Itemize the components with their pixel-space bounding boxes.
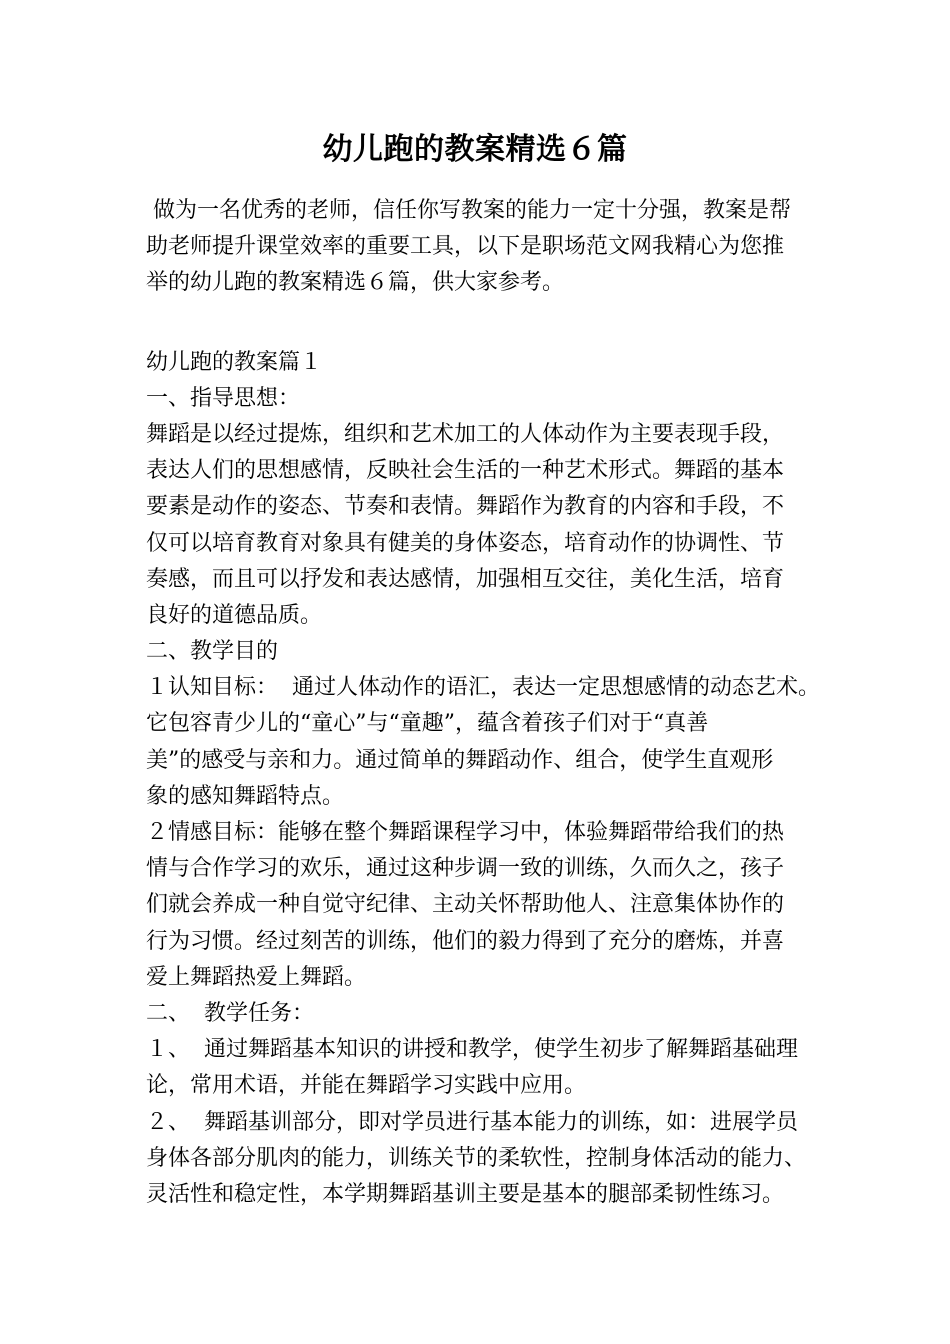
paragraph-line: 美”的感受与亲和力。通过简单的舞蹈动作、组合，使学生直观形: [146, 747, 774, 773]
paragraph-line: １认知目标： 通过人体动作的语汇，表达一定思想感情的动态艺术。: [146, 675, 820, 701]
section-heading: 幼儿跑的教案篇１: [146, 349, 323, 375]
paragraph-line: 灵活性和稳定性，本学期舞蹈基训主要是基本的腿部柔韧性练习。: [146, 1181, 785, 1207]
paragraph-line: ２情感目标：能够在整个舞蹈课程学习中，体验舞蹈带给我们的热: [146, 820, 785, 845]
paragraph-line: 奏感，而且可以抒发和表达感情，加强相互交往，美化生活，培育: [146, 566, 785, 592]
document-title: 幼儿跑的教案精选６篇: [322, 132, 628, 167]
paragraph-line: 舞蹈是以经过提炼，组织和艺术加工的人体动作为主要表现手段，: [146, 421, 785, 447]
sub-heading: 二、 教学任务：: [146, 1000, 314, 1026]
paragraph-line: 爱上舞蹈热爱上舞蹈。: [146, 964, 367, 990]
paragraph-line: 行为习惯。经过刻苦的训练，他们的毅力得到了充分的磨炼，并喜: [146, 928, 785, 954]
paragraph-line: ２、 舞蹈基训部分，即对学员进行基本能力的训练，如：进展学员: [146, 1109, 798, 1135]
paragraph-line: 仅可以培育教育对象具有健美的身体姿态，培育动作的协调性、节: [146, 530, 785, 556]
paragraph-line: 要素是动作的姿态、节奏和表情。舞蹈作为教育的内容和手段，不: [146, 494, 785, 520]
paragraph-line: 表达人们的思想感情，反映社会生活的一种艺术形式。舞蹈的基本: [146, 458, 785, 484]
paragraph-line: 身体各部分肌肉的能力，训练关节的柔软性，控制身体活动的能力、: [146, 1145, 807, 1171]
paragraph-line: 良好的道德品质。: [146, 602, 323, 628]
intro-line: 助老师提升课堂效率的重要工具，以下是职场范文网我精心为您推: [146, 234, 785, 260]
paragraph-line: 们就会养成一种自觉守纪律、主动关怀帮助他人、注意集体协作的: [146, 892, 785, 918]
paragraph-line: 论，常用术语，并能在舞蹈学习实践中应用。: [146, 1073, 587, 1099]
paragraph-line: １、 通过舞蹈基本知识的讲授和教学，使学生初步了解舞蹈基础理: [146, 1037, 798, 1063]
paragraph-line: 象的感知舞蹈特点。: [146, 783, 345, 809]
intro-line: 做为一名优秀的老师，信任你写教案的能力一定十分强，教案是帮: [146, 198, 791, 223]
sub-heading: 一、指导思想：: [146, 385, 301, 411]
intro-line: 举的幼儿跑的教案精选６篇，供大家参考。: [146, 270, 565, 296]
document-body: [146, 193, 836, 1213]
sub-heading: 二、教学目的: [146, 639, 279, 665]
paragraph-line: 情与合作学习的欢乐，通过这种步调一致的训练，久而久之，孩子: [146, 856, 785, 882]
paragraph-line: 它包容青少儿的“童心”与“童趣”，蕴含着孩子们对于“真善: [146, 711, 709, 737]
paragraph-spacer: [146, 302, 836, 345]
